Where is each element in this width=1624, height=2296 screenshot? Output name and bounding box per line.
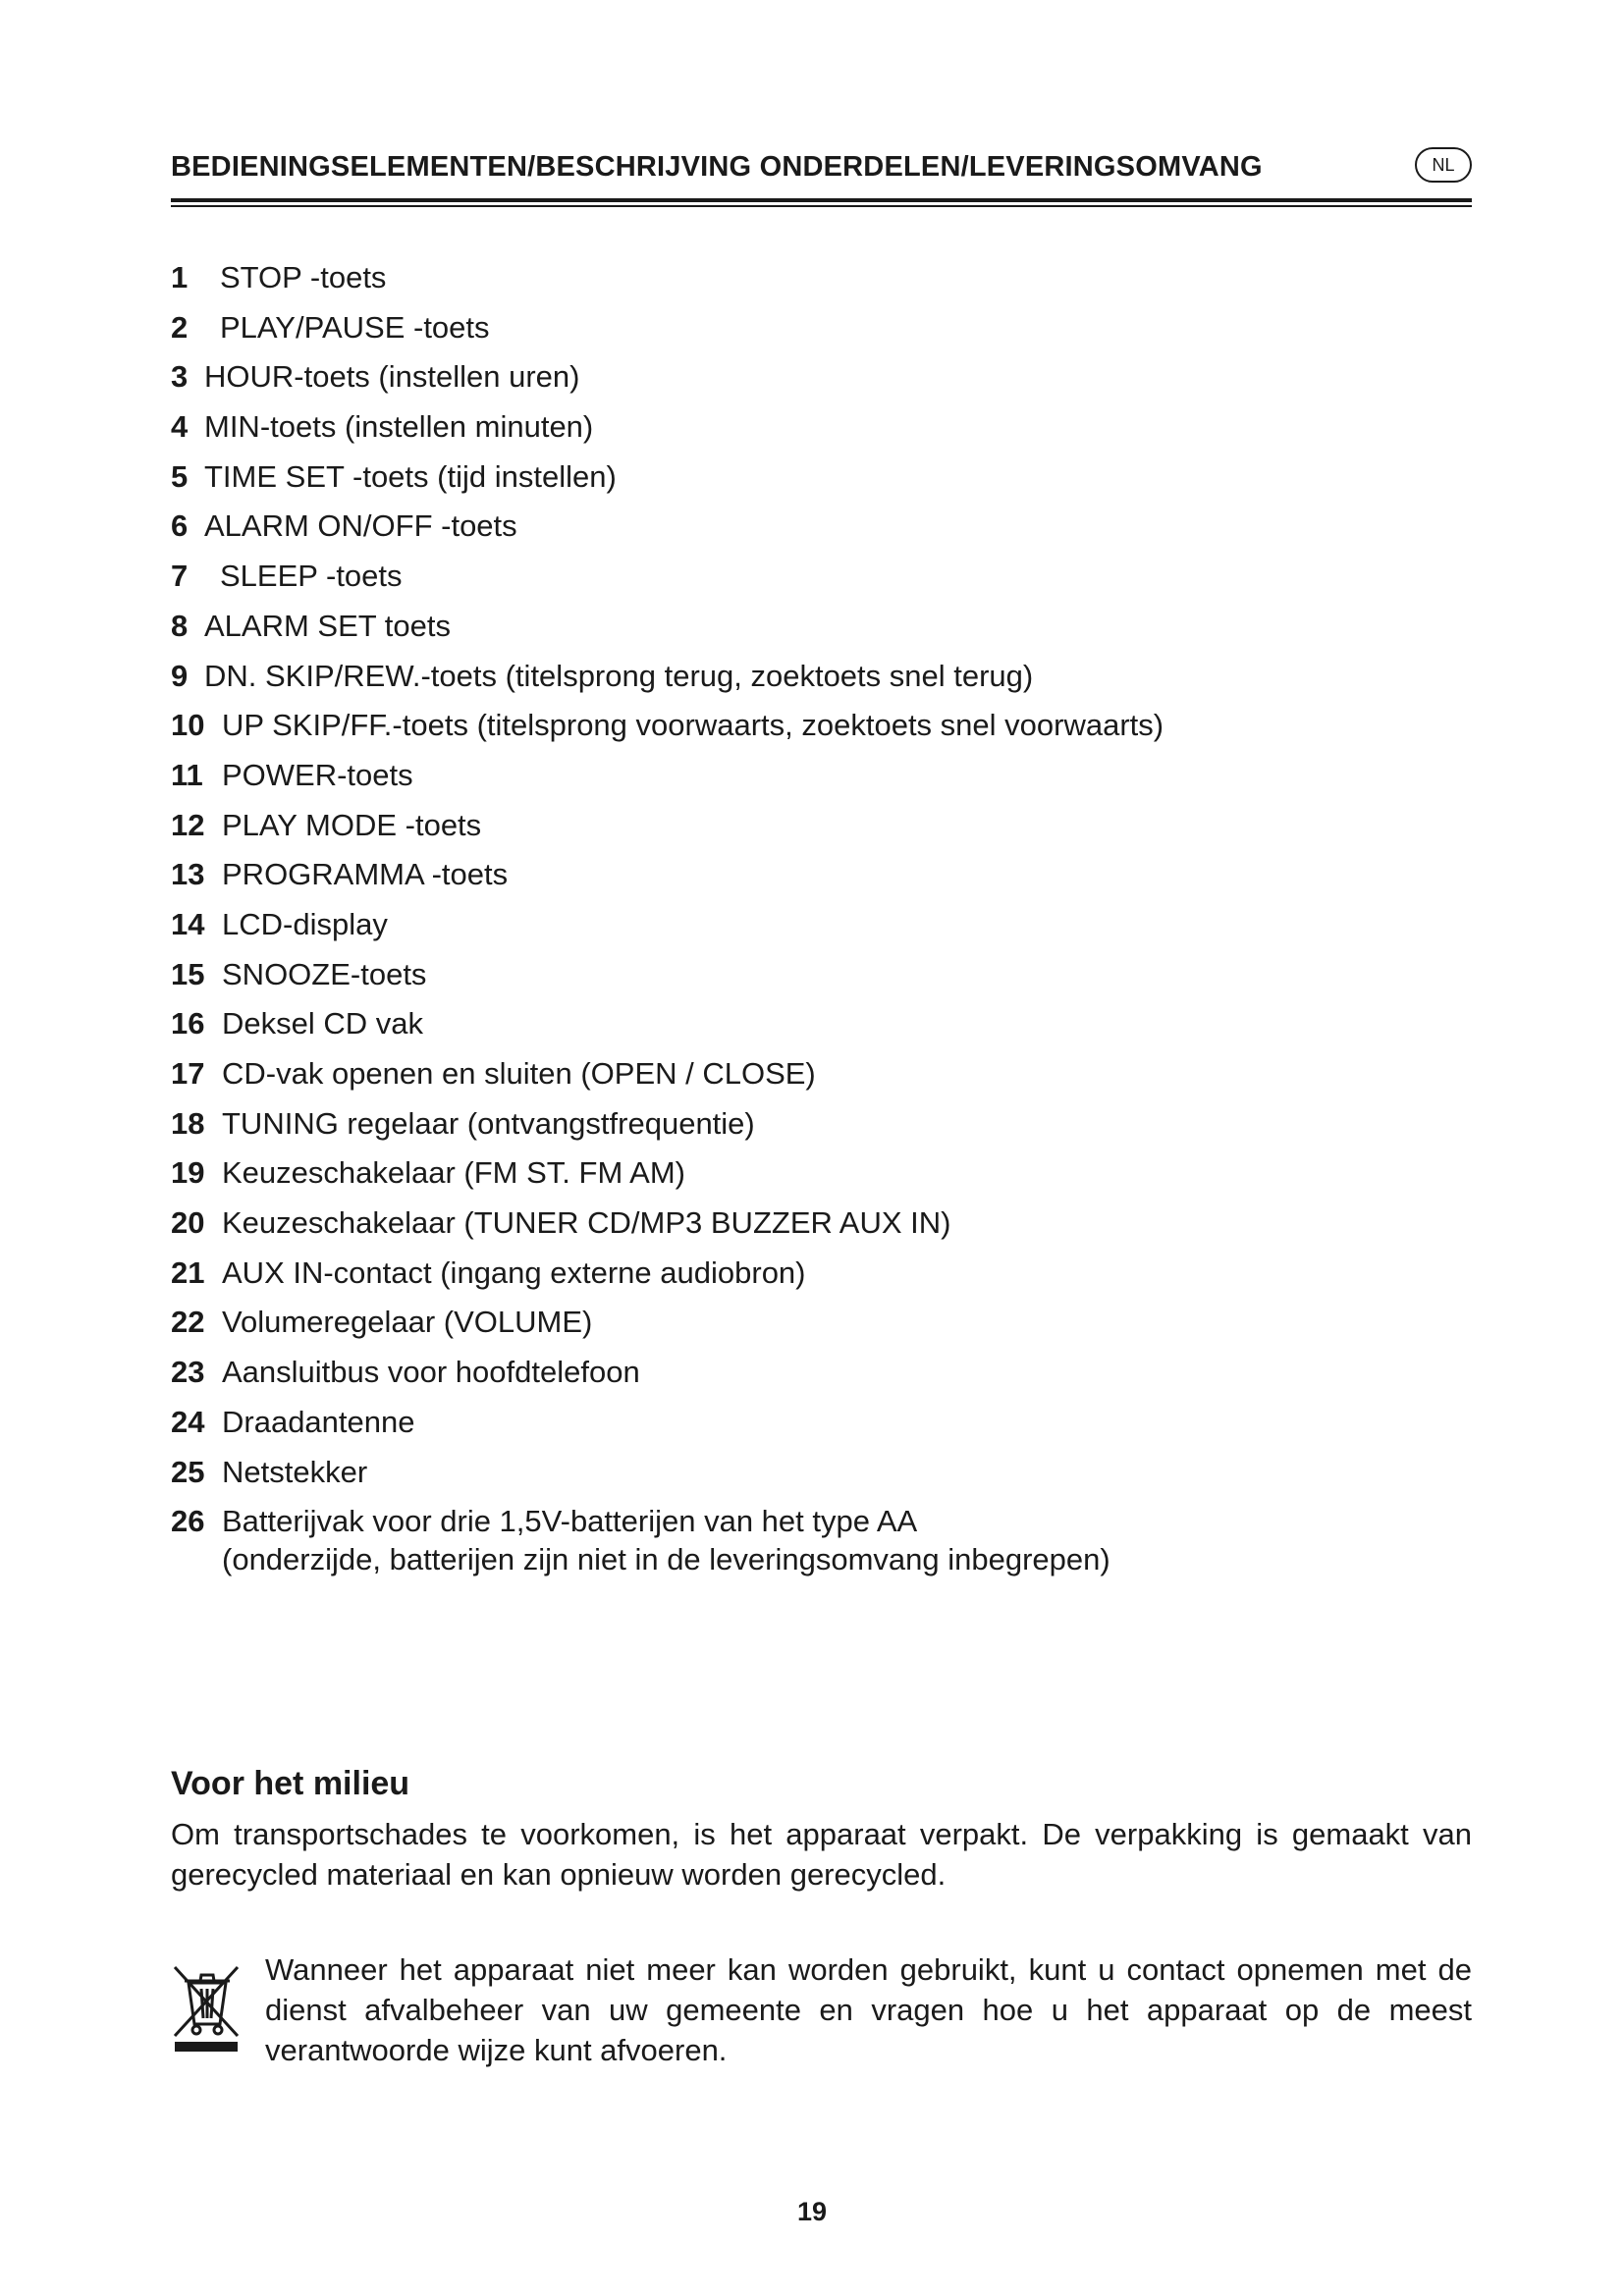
item-number: 9 (171, 658, 189, 693)
list-item (171, 1298, 1472, 1348)
item-number: 12 (171, 807, 205, 842)
item-number: 23 (171, 1355, 205, 1390)
item-number: 26 (171, 1504, 205, 1539)
crossed-out-bin-icon (171, 1961, 242, 2054)
item-text: Deksel CD vak (222, 1006, 423, 1041)
item-text: ALARM ON/OFF -toets (204, 508, 517, 544)
list-item (171, 1148, 1472, 1199)
item-number: 3 (171, 359, 189, 395)
item-number: 25 (171, 1454, 205, 1489)
item-number: 13 (171, 857, 205, 892)
item-number: 17 (171, 1056, 205, 1091)
item-number: 10 (171, 708, 205, 743)
item-number: 4 (171, 409, 189, 445)
item-text: Netstekker (222, 1454, 368, 1489)
item-number: 21 (171, 1255, 205, 1290)
item-number: 7 (171, 559, 189, 594)
list-item (171, 850, 1472, 900)
item-text: MIN-toets (instellen minuten) (204, 409, 594, 445)
disposal-paragraph: Wanneer het apparaat niet meer kan worden gebruikt, kunt u contact opnemen met de dienst afvalbeheer van uw gemeente en vragen hoe u het apparaat op de meest verantwoorde wijze kunt afvoeren. (265, 1952, 1472, 2067)
item-number: 6 (171, 508, 189, 544)
item-text: ALARM SET toets (204, 608, 451, 643)
item-text: TIME SET -toets (tijd instellen) (204, 458, 617, 494)
list-item (171, 352, 1472, 402)
item-text: PLAY/PAUSE -toets (220, 309, 490, 345)
item-number: 1 (171, 260, 189, 294)
item-text: DN. SKIP/REW.-toets (titelsprong terug, zoektoets snel terug) (204, 658, 1034, 693)
item-text: TUNING regelaar (ontvangstfrequentie) (222, 1105, 755, 1141)
parts-list (171, 253, 1472, 1593)
item-number: 19 (171, 1155, 205, 1191)
page-title: BEDIENINGSELEMENTEN/BESCHRIJVING ONDERDELEN/LEVERINGSOMVANG (171, 151, 1263, 183)
header-rule-thin (171, 205, 1472, 207)
item-text: Keuzeschakelaar (FM ST. FM AM) (222, 1155, 686, 1191)
item-text: CD-vak openen en sluiten (OPEN / CLOSE) (222, 1056, 816, 1091)
list-item (171, 751, 1472, 801)
item-number: 2 (171, 309, 189, 345)
item-text: POWER-toets (222, 757, 413, 792)
section-heading: Voor het milieu (171, 1765, 410, 1802)
list-item (171, 253, 1472, 303)
list-item (171, 1348, 1472, 1398)
list-item (171, 1199, 1472, 1249)
list-item (171, 1497, 1472, 1593)
list-item (171, 552, 1472, 602)
item-text: UP SKIP/FF.-toets (titelsprong voorwaarts, zoektoets snel voorwaarts) (222, 708, 1164, 743)
list-item (171, 602, 1472, 652)
list-item (171, 1448, 1472, 1498)
item-text: SNOOZE-toets (222, 956, 427, 991)
list-item (171, 1099, 1472, 1149)
list-item (171, 950, 1472, 1000)
list-item (171, 701, 1472, 751)
list-item (171, 652, 1472, 702)
list-item (171, 502, 1472, 552)
item-text: Batterijvak voor drie 1,5V-batterijen van het type AA (222, 1504, 918, 1539)
page-number: 19 (796, 2197, 828, 2226)
list-item (171, 999, 1472, 1049)
list-item (171, 801, 1472, 851)
list-item (171, 1249, 1472, 1299)
environment-paragraph: Om transportschades te voorkomen, is het apparaat verpakt. De verpakking is gemaakt van gerecycled materiaal en kan opnieuw worden gerecycled. (171, 1817, 1472, 1892)
item-text: Draadantenne (222, 1404, 415, 1439)
list-item (171, 402, 1472, 453)
item-text: SLEEP -toets (220, 559, 403, 594)
list-item (171, 1398, 1472, 1448)
item-number: 11 (171, 757, 203, 792)
language-badge: NL (1415, 147, 1472, 183)
item-number: 14 (171, 906, 205, 941)
item-number: 8 (171, 608, 189, 643)
item-text: Keuzeschakelaar (TUNER CD/MP3 BUZZER AUX IN) (222, 1205, 951, 1241)
list-item (171, 453, 1472, 503)
item-text: AUX IN-contact (ingang externe audiobron) (222, 1255, 806, 1290)
item-number: 15 (171, 956, 205, 991)
list-item (171, 1049, 1472, 1099)
item-number: 20 (171, 1205, 205, 1241)
item-text: Aansluitbus voor hoofdtelefoon (222, 1355, 640, 1390)
item-text-continuation: (onderzijde, batterijen zijn niet in de leveringsomvang inbegrepen) (222, 1542, 1110, 1577)
list-item (171, 900, 1472, 950)
item-text: PROGRAMMA -toets (222, 857, 509, 892)
item-text: Volumeregelaar (VOLUME) (222, 1305, 593, 1340)
item-text: HOUR-toets (instellen uren) (204, 359, 580, 395)
item-number: 16 (171, 1006, 205, 1041)
item-number: 5 (171, 458, 189, 494)
item-text: STOP -toets (220, 260, 387, 294)
item-number: 18 (171, 1105, 205, 1141)
page-header (171, 147, 1472, 202)
item-number: 24 (171, 1404, 205, 1439)
item-number: 22 (171, 1305, 205, 1340)
list-item (171, 303, 1472, 353)
item-text: LCD-display (222, 906, 388, 941)
header-rule-thick (171, 198, 1472, 202)
item-text: PLAY MODE -toets (222, 807, 482, 842)
